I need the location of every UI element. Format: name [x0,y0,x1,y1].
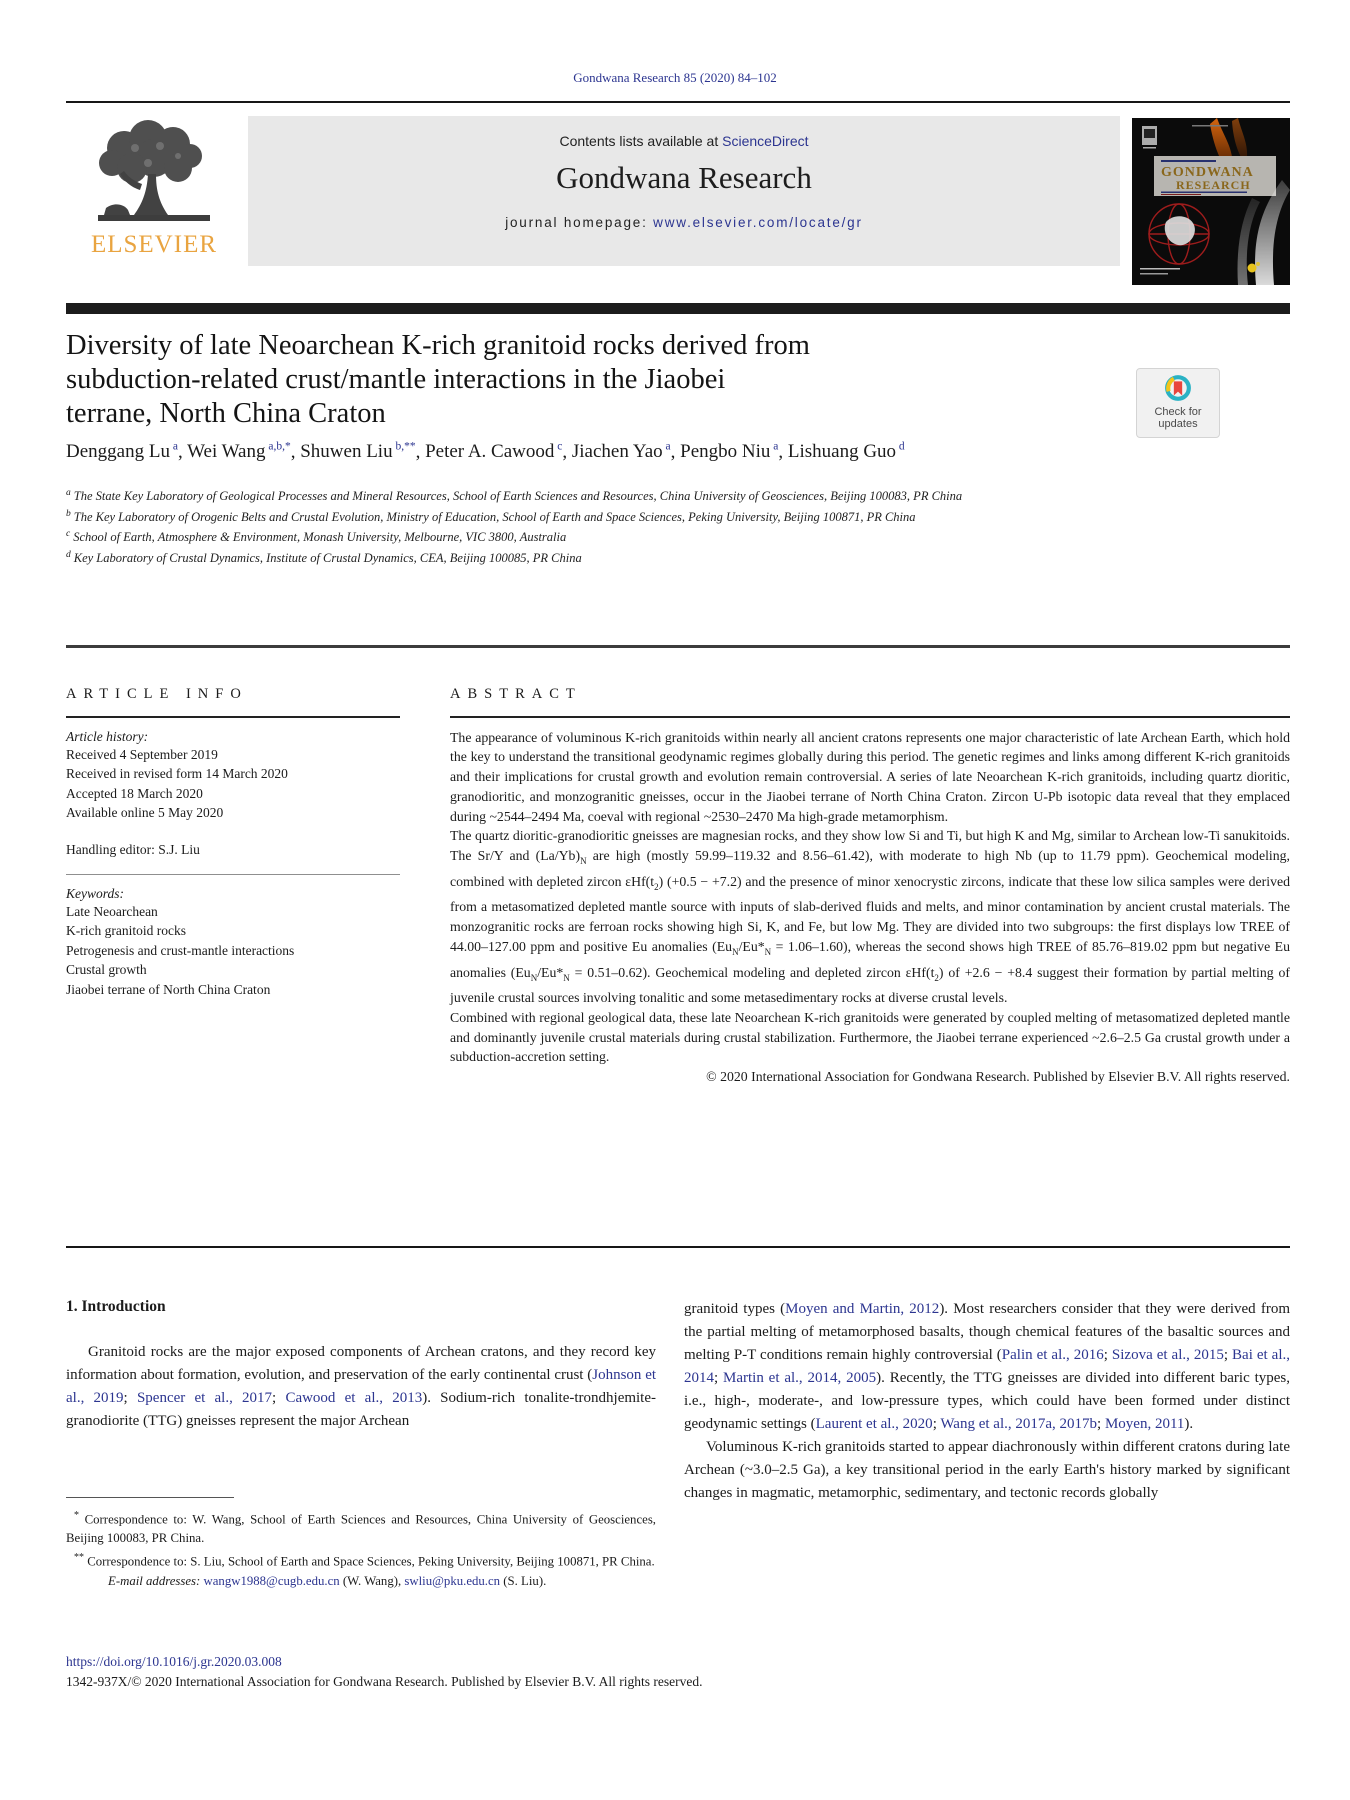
subscript: 2 [654,881,659,892]
affiliation-text: The State Key Laboratory of Geological Processes and Mineral Resources, School of Earth Sciences and Resources, China University of Geosciences, Beijing 100083, PR China [73,489,963,504]
author-affiliation-marker: a [770,441,779,453]
text-run: /Eu* [537,964,564,980]
text-run: The appearance of voluminous K-rich granitoids within nearly all ancient cratons represents one major characteristic of late Archean Earth, which hold the key to understand the transitional geodynamic regimes globally during this period. The genetic regimes and links among different K-rich granitoids and their implications for crustal growth and evolution remain controversial. A series of late Neoarchean K-rich granitoids, including quartz dioritic, granodioritic, and monzogranitic gneisses, occur in the Jiaobei terrane of North China Craton. Zircon U-Pb isotopic data reveal that they emplaced during ~2544–2494 Ma, coeval with regional ~2530–2470 Ma high-grade metamorphism. [450,729,1290,824]
abstract-section [450,686,1290,1087]
divider-keywords [66,874,400,875]
badge-text-line1: Check for [1154,406,1202,418]
divider-info-top [66,645,1290,648]
text-run: The quartz dioritic-granodioritic gneisses are magnesian rocks, and they show low Si and Ti, but high K and Mg, similar to Archean low-Ti sanukitoids. The Sr/Y and (La/Yb) [450,828,1290,864]
footnote [66,1548,656,1571]
journal-citation: Gondwana Research 85 (2020) 84–102 [573,70,777,85]
text-run: are high (mostly 59.99–119.32 and 8.56–61.42), with moderate to high Nb (up to 11.79 ppm). Geochemical modeling, combined with depleted zircon εHf(t [450,848,1290,889]
text-run: ). [1184,1416,1194,1432]
article-title-line: terrane, North China Craton [66,398,386,429]
body-paragraph [684,1298,1290,1436]
author-name: Denggang Lu [66,441,170,463]
citation-link[interactable]: Spencer et al., 2017 [136,1390,273,1406]
intro-right-paragraphs [684,1298,1290,1505]
text-run: (S. Liu). [500,1573,547,1588]
author-affiliation-marker: b,** [392,441,416,453]
article-history-label: Article history: [66,728,149,744]
divider-article-info [66,716,400,718]
text-run: granitoid types ( [684,1301,786,1317]
affiliation-marker: a [66,488,71,498]
author-separator: , [562,441,572,463]
body-paragraph [66,1341,656,1433]
abstract-heading: ABSTRACT [450,686,582,702]
author-name: Lishuang Guo [787,441,897,463]
author-separator: , [177,441,188,463]
author-name: Peter A. Cawood [425,441,555,463]
author-name: Wei Wang [187,441,266,463]
author [300,441,415,462]
citation-link[interactable]: Moyen and Martin, 2012 [785,1301,940,1317]
text-run: ; [1097,1416,1105,1432]
text-run: ) of +2.6 − +8.4 suggest their formation by partial melting of juvenile crustal sources involving tonalitic and some metasedimentary rocks at diverse crustal levels. [450,964,1290,1006]
affiliation [66,506,1226,527]
history-entry: Received in revised form 14 March 2020 [66,766,288,781]
handling-editor: Handling editor: S.J. Liu [66,841,200,857]
history-entry: Received 4 September 2019 [66,746,218,762]
author-name: Shuwen Liu [300,441,393,463]
citation-link[interactable]: Bai et al., 2014 [684,1347,1291,1386]
section-heading-introduction: 1. Introduction [66,1298,166,1315]
author-separator: , [290,441,301,463]
text-run: = 0.51–0.62). Geochemical modeling and depleted zircon εHf(t [569,964,935,980]
abstract-paragraph [450,826,1290,1007]
author [788,441,905,462]
intro-right-column [684,1298,1290,1505]
footnotes-block [66,1497,656,1591]
citation-link[interactable]: Cawood et al., 2013 [285,1390,423,1406]
article-title-line: Diversity of late Neoarchean K-rich granitoid rocks derived from [66,330,810,361]
article-info-section [66,686,400,999]
elsevier-logo [70,118,238,259]
email-addresses-line [66,1572,656,1591]
citation-link[interactable]: Wang et al., 2017a, 2017b [940,1416,1098,1432]
abstract-paragraph [450,1008,1290,1067]
elsevier-tree-icon [70,118,238,230]
article-info-heading: ARTICLE INFO [66,686,248,702]
divider-abstract [450,716,1290,718]
affiliation-text: School of Earth, Atmosphere & Environment, Monash University, Melbourne, VIC 3800, Australia [73,530,567,545]
footnote-marker: * [74,1510,79,1521]
keywords-label: Keywords: [66,885,124,901]
keyword: Late Neoarchean [66,903,158,919]
article-footer [66,1652,1046,1692]
homepage-url-link[interactable]: www.elsevier.com/locate/gr [653,215,863,230]
article-history-list [66,745,400,823]
cover-journal-title-line2: RESEARCH [1176,178,1251,192]
keyword: Petrogenesis and crust-mantle interactions [66,942,295,958]
history-entry: Accepted 18 March 2020 [66,785,203,801]
citation-link[interactable]: Johnson et al., 2019 [66,1367,657,1406]
doi-link[interactable]: https://doi.org/10.1016/j.gr.2020.03.008 [66,1654,282,1669]
author-separator: , [778,441,788,463]
text-run: ) (+0.5 − +7.2) and the presence of minor xenocrystic zircons, indicate that these low silica samples were derived from a metasomatized depleted mantle source with inputs of slab-derived fluids and melts, and minor contamination by ancient crustal materials. The monzogranitic rocks are ferroan rocks showing high Si, K, and Fe, but low Mg. They are divided into two subgroups: the first displays low TREE of 44.00–127.00 ppm and positive Eu anomalies (Eu [450,873,1290,954]
author-separator: , [670,441,681,463]
journal-cover-thumbnail [1132,118,1290,285]
affiliation-list [66,485,1226,568]
text-run: ; [1223,1347,1233,1363]
body-paragraph [684,1436,1290,1505]
author [187,441,291,462]
text-run: ). Sodium-rich tonalite-trondhjemite-granodiorite (TTG) gneisses represent the major Archean [66,1390,657,1429]
author-name: Pengbo Niu [680,441,771,463]
subscript: N [580,856,587,867]
keyword: K-rich granitoid rocks [66,923,186,938]
affiliation-marker: c [66,529,71,540]
text-run: Voluminous K-rich granitoids started to appear diachronously within different cratons during late Archean (~3.0–2.5 Ga), a key transitional period in the early Earth's history marked by significant changes in magmatic, metamorphic, sedimentary, and tectonic records globally [684,1439,1290,1501]
intro-left-paragraphs [66,1341,656,1433]
abstract-text [450,728,1290,1068]
author [572,441,671,462]
text-run: ; [714,1370,724,1386]
divider-body-top [66,1246,1290,1248]
badge-text-line2: updates [1158,418,1198,430]
issn-copyright-line: 1342-937X/© 2020 International Association for Gondwana Research. Published by Elsevier B.V. All rights reserved. [66,1674,703,1689]
footnote [66,1506,656,1548]
text-run: = 1.06–1.60), whereas the second shows high TREE of 85.76–819.02 ppm but negative Eu anomalies (Eu [450,938,1290,980]
author-affiliation-marker: a [662,441,671,453]
author-affiliation-marker: d [896,441,905,453]
affiliation [66,485,1226,506]
citation-link[interactable]: Martin et al., 2014, 2005 [723,1370,877,1386]
divider-masthead-bottom [66,303,1290,314]
subscript: N [732,946,739,957]
affiliation-text: Key Laboratory of Crustal Dynamics, Institute of Crustal Dynamics, CEA, Beijing 100085, PR China [73,551,582,566]
history-entry: Available online 5 May 2020 [66,805,224,820]
homepage-prefix: journal homepage: [505,215,654,230]
subscript: N [764,946,772,957]
affiliation-marker: d [66,549,71,560]
text-run: ). Most researchers consider that they were derived from the partial melting of metamorphosed basalts, though chemical features of the basaltic sources and melting P-T conditions remain highly controversial ( [684,1301,1290,1363]
article-title-line: subduction-related crust/mantle interactions in the Jiaobei [66,364,726,395]
text-run: Correspondence to: W. Wang, School of Earth Sciences and Resources, China University of Geosciences, Beijing 100083, PR China. [66,1512,656,1546]
citation-link[interactable]: Sizova et al., 2015 [1111,1347,1224,1363]
abstract-paragraph [450,728,1290,827]
footnote-items [66,1506,656,1572]
text-run: Combined with regional geological data, these late Neoarchean K-rich granitoids were generated by coupled melting of metasomatized depleted mantle and dominantly juvenile crustal materials during crustal stabilization. Furthermore, the Jiaobei terrane experienced ~2.6–2.5 Ga crustal growth under a subduction-accretion setting. [450,1009,1290,1065]
contents-line [248,133,1120,149]
author [425,441,562,462]
author-affiliation-marker: a,b,* [265,441,291,453]
italic-label: E-mail addresses: [108,1573,204,1588]
author-affiliation-marker: a [169,441,178,453]
divider-top [66,101,1290,103]
keyword: Crustal growth [66,962,147,977]
article-title [66,329,946,431]
footnote-marker: ** [74,1552,84,1564]
elsevier-wordmark: ELSEVIER [90,231,218,258]
affiliation-text: The Key Laboratory of Orogenic Belts and Crustal Evolution, Ministry of Education, School of Earth and Space Sciences, Peking University, Beijing 100871, PR China [73,509,916,524]
contents-prefix: Contents lists available at [559,133,723,149]
author-list [66,441,1290,463]
author-separator: , [415,441,426,463]
author [66,441,178,462]
text-run: ; [272,1390,286,1406]
citation-link[interactable]: Moyen, 2011 [1104,1416,1185,1432]
cover-journal-title-line1: GONDWANA [1161,165,1254,180]
email-link-liu[interactable]: swliu@pku.edu.cn [404,1573,501,1588]
email-link-wang[interactable]: wangw1988@cugb.edu.cn [203,1573,340,1588]
text-run: (W. Wang), [339,1573,405,1588]
affiliation [66,547,1226,568]
author-affiliation-marker: c [554,441,563,453]
author [680,441,778,462]
affiliation-marker: b [66,508,71,519]
journal-name: Gondwana Research [556,160,812,195]
sciencedirect-link[interactable]: ScienceDirect [722,133,809,149]
text-run: Correspondence to: S. Liu, School of Earth and Space Sciences, Peking University, Beijing 100871, PR China. [84,1554,655,1569]
citation-link[interactable]: Palin et al., 2016 [1001,1347,1104,1363]
keywords-list [66,902,400,1000]
text-run: ; [1103,1347,1112,1363]
journal-masthead [248,116,1120,266]
text-run: ; [123,1390,137,1406]
text-run: ). Recently, the TTG gneisses are divided into different baric types, i.e., high-, moderate-, and low-pressure types, which could have been formed under distinct geodynamic settings ( [684,1370,1290,1432]
text-run: Granitoid rocks are the major exposed components of Archean cratons, and they record key information about formation, evolution, and preservation of the early continental crust ( [66,1344,656,1383]
subscript: N [563,972,570,983]
text-run: /Eu* [738,938,765,954]
crossmark-icon [1163,394,1193,406]
intro-left-column [66,1298,656,1433]
keyword: Jiaobei terrane of North China Craton [66,981,271,997]
abstract-copyright: © 2020 International Association for Gondwana Research. Published by Elsevier B.V. All rights reserved. [706,1069,1290,1085]
affiliation [66,526,1226,547]
author-name: Jiachen Yao [571,441,663,463]
homepage-line [248,215,1120,230]
subscript: N [530,972,538,983]
check-for-updates-badge[interactable] [1136,368,1220,438]
text-run: ; [932,1416,941,1432]
citation-link[interactable]: Laurent et al., 2020 [815,1416,933,1432]
subscript: 2 [934,972,939,983]
divider-footnotes [66,1497,234,1498]
